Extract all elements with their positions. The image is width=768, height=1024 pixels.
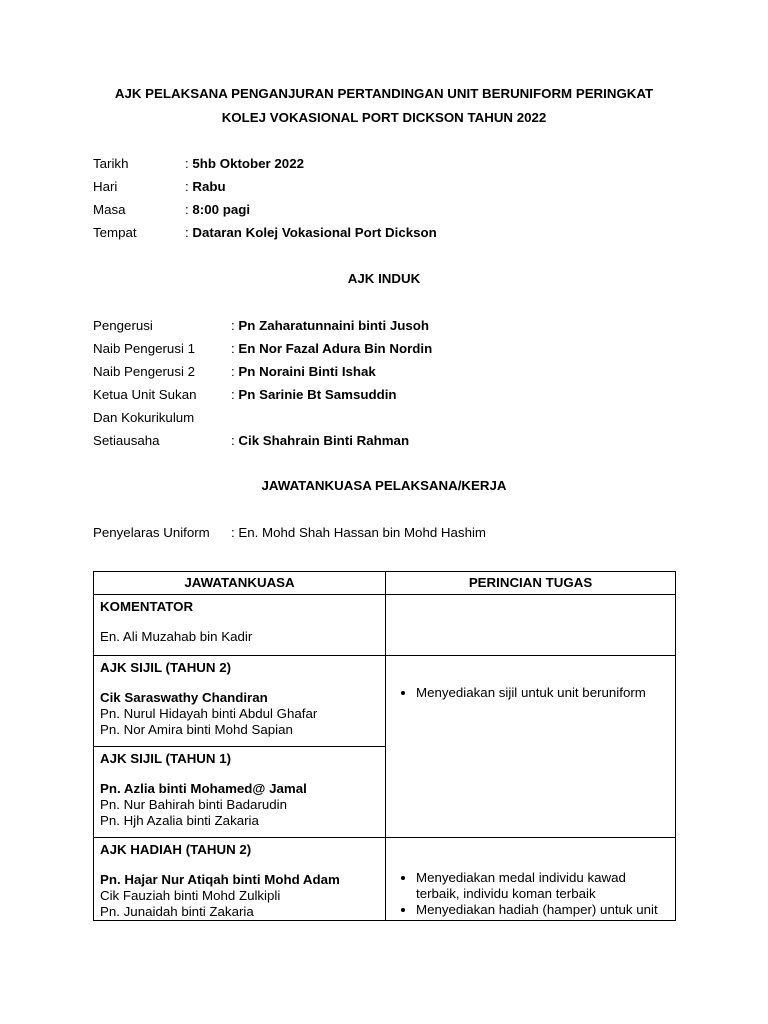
committee-lead: Cik Saraswathy Chandiran (100, 690, 268, 705)
coordinator-value: En. Mohd Shah Hassan bin Mohd Hashim (238, 525, 487, 540)
task-item: • Menyediakan sijil untuk unit beruniform (416, 685, 669, 701)
vice-chair-1-label: Naib Pengerusi 1 (93, 341, 196, 356)
event-venue-label: Tempat (93, 225, 137, 240)
colon: : (231, 364, 235, 379)
chair-value: Pn Zaharatunnaini binti Jusoh (238, 318, 430, 333)
sports-head-label-line-1: Ketua Unit Sukan (93, 387, 197, 402)
committee-member: Pn. Nur Bahirah binti Badarudin (100, 797, 288, 812)
sports-head-label-line-2: Dan Kokurikulum (93, 410, 195, 425)
committee-member: En. Ali Muzahab bin Kadir (100, 629, 253, 644)
hadiah-tahun-2-cell (94, 838, 386, 921)
sports-head-value: Pn Sarinie Bt Samsuddin (238, 387, 397, 402)
secretary-value: Cik Shahrain Binti Rahman (238, 433, 410, 448)
vice-chair-2-label: Naib Pengerusi 2 (93, 364, 196, 379)
colon: : (231, 341, 235, 356)
committee-duties-table (93, 571, 676, 921)
section-title: AJK SIJIL (TAHUN 1) (100, 751, 232, 766)
event-day-value: Rabu (192, 179, 226, 194)
table-header-row (94, 572, 676, 595)
task-list (392, 685, 669, 701)
table-row (94, 656, 676, 747)
event-time-value: 8:00 pagi (192, 202, 251, 217)
committee-member: Pn. Hjh Azalia binti Zakaria (100, 813, 259, 828)
komentator-cell (94, 595, 386, 656)
secretary-label: Setiausaha (93, 433, 160, 448)
sijil-task-cell (386, 656, 676, 838)
coordinator-label: Penyelaras Uniform (93, 525, 210, 540)
task-item: • Menyediakan medal individu kawad terbaik, individu koman terbaik (416, 870, 669, 902)
committee-member: Cik Fauziah binti Mohd Zulkipli (100, 888, 281, 903)
document-title-line-1: AJK PELAKSANA PENGANJURAN PERTANDINGAN UNIT BERUNIFORM PERINGKAT (114, 86, 654, 101)
event-time-label: Masa (93, 202, 126, 217)
committee-lead: Pn. Hajar Nur Atiqah binti Mohd Adam (100, 872, 340, 887)
colon: : (185, 202, 189, 217)
colon: : (185, 179, 189, 194)
committee-member: Pn. Junaidah binti Zakaria (100, 904, 254, 919)
colon: : (231, 433, 235, 448)
colon: : (185, 156, 189, 171)
ajk-induk-heading: AJK INDUK (347, 271, 421, 286)
pelaksana-heading: JAWATANKUASA PELAKSANA/KERJA (261, 478, 507, 493)
colon: : (231, 387, 235, 402)
chair-label: Pengerusi (93, 318, 153, 333)
committee-member: Pn. Nor Amira binti Mohd Sapian (100, 722, 293, 737)
event-date-value: 5hb Oktober 2022 (192, 156, 304, 171)
sijil-tahun-1-cell (94, 747, 386, 838)
event-venue-value: Dataran Kolej Vokasional Port Dickson (192, 225, 437, 240)
colon: : (231, 318, 235, 333)
document-title-line-2: KOLEJ VOKASIONAL PORT DICKSON TAHUN 2022 (221, 110, 547, 125)
table-row (94, 838, 676, 921)
task-item: • Menyediakan hadiah (hamper) untuk unit (416, 902, 669, 918)
section-title: KOMENTATOR (100, 599, 194, 614)
column-header-task-details: PERINCIAN TUGAS (386, 572, 676, 595)
section-title: AJK HADIAH (TAHUN 2) (100, 842, 252, 857)
vice-chair-2-value: Pn Noraini Binti Ishak (238, 364, 376, 379)
column-header-committee: JAWATANKUASA (94, 572, 386, 595)
section-title: AJK SIJIL (TAHUN 2) (100, 660, 232, 675)
sijil-tahun-2-cell (94, 656, 386, 747)
table-row (94, 595, 676, 656)
committee-member: Pn. Nurul Hidayah binti Abdul Ghafar (100, 706, 318, 721)
colon: : (231, 525, 235, 540)
task-list (392, 870, 669, 918)
komentator-task-cell (386, 595, 676, 656)
committee-lead: Pn. Azlia binti Mohamed@ Jamal (100, 781, 307, 796)
event-date-label: Tarikh (93, 156, 129, 171)
event-day-label: Hari (93, 179, 118, 194)
hadiah-task-cell (386, 838, 676, 921)
vice-chair-1-value: En Nor Fazal Adura Bin Nordin (238, 341, 433, 356)
colon: : (185, 225, 189, 240)
